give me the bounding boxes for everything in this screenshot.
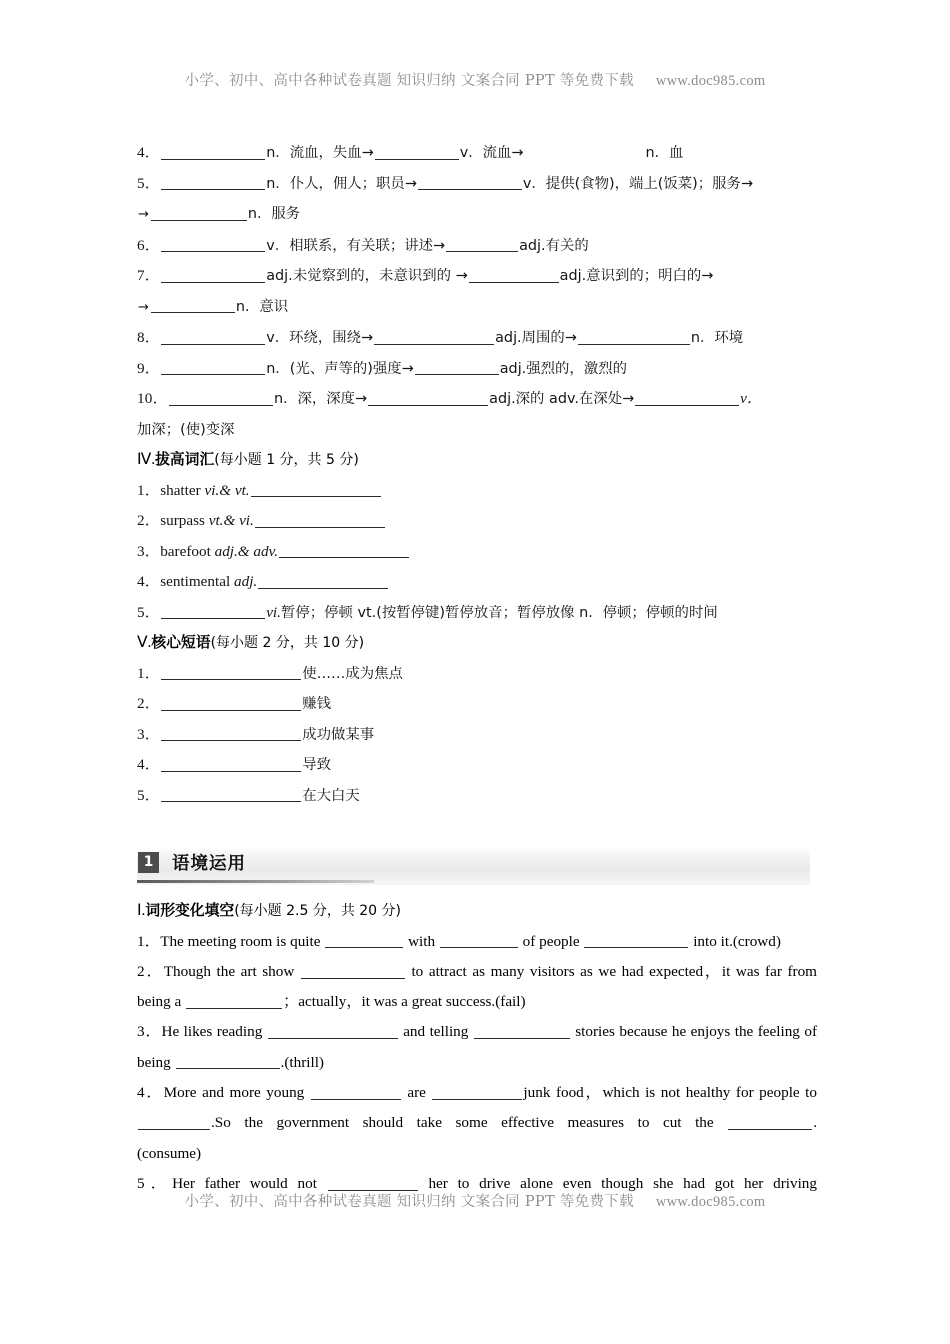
answer-blank[interactable] [446, 237, 518, 252]
item-number: 4． [137, 573, 161, 590]
answer-blank[interactable] [469, 267, 559, 282]
item-pos: v． [740, 390, 763, 407]
exercise-text: junk food，which is not healthy for people to [523, 1083, 817, 1101]
section-roman: Ⅳ [137, 451, 152, 468]
answer-blank[interactable] [161, 787, 301, 802]
answer-blank[interactable] [418, 175, 522, 190]
watermark-url: www.doc985.com [655, 1194, 766, 1210]
exercise-item-4-hint [137, 1139, 817, 1169]
item-gloss: adj.未觉察到的，未意识到的 → [266, 268, 468, 284]
derivation-item-10-cont [137, 415, 817, 446]
answer-blank[interactable] [251, 482, 381, 497]
section-roman: Ⅰ [137, 902, 142, 919]
item-number: 4． [137, 144, 161, 161]
answer-blank[interactable] [301, 963, 405, 978]
answer-blank[interactable] [255, 512, 385, 527]
answer-blank[interactable] [440, 933, 518, 948]
item-gloss: adj.意识到的；明白的→ [559, 268, 714, 284]
item-number: 1． [137, 664, 161, 682]
advanced-vocab-item-2 [137, 506, 817, 537]
advanced-vocab-item-3 [137, 537, 817, 568]
derivation-item-8 [137, 323, 817, 354]
exercise-item-2 [137, 957, 817, 1018]
watermark-bottom [0, 1190, 950, 1211]
exercise-text: stories because he enjoys the feeling of being [137, 1023, 817, 1071]
derivation-item-6 [137, 231, 817, 262]
vocab-gloss: 暂停；停顿 vt.(按暂停键)暂停放音；暂停放像 n．停顿；停顿的时间 [280, 604, 718, 621]
vocab-pos: adj.& adv. [214, 542, 279, 560]
answer-blank[interactable] [161, 726, 301, 741]
answer-blank[interactable] [161, 695, 301, 710]
answer-blank[interactable] [578, 329, 690, 344]
advanced-vocab-item-4 [137, 567, 817, 598]
vocab-word: shatter [160, 481, 201, 499]
vocab-word: barefoot [160, 542, 211, 560]
item-number: 5． [137, 786, 161, 804]
exercise-text: and telling [398, 1023, 473, 1041]
phrase-meaning: 赚钱 [302, 696, 331, 712]
derivation-item-7 [137, 261, 817, 292]
phrase-meaning: 导致 [302, 757, 331, 773]
watermark-text: 小学、初中、高中各种试卷真题 知识归纳 文案合同 PPT 等免费下载 [184, 73, 634, 89]
derivation-item-5-cont [137, 199, 817, 231]
exercise-text: her to drive alone even though she had got her driving [418, 1174, 817, 1192]
item-number: 10． [137, 390, 168, 407]
item-number: 5． [137, 603, 161, 621]
item-gloss: v．流血→ [459, 145, 524, 161]
item-gloss: adj.有关的 [519, 237, 589, 254]
item-number: 5． [137, 174, 161, 192]
section-title: 词形变化填空 [145, 902, 235, 919]
phrase-item-5 [137, 781, 817, 812]
item-number: 1． [137, 932, 161, 950]
section-dot: . [151, 451, 156, 468]
exercise-text: The meeting room is quite [160, 932, 325, 950]
section-title: 核心短语 [151, 634, 211, 651]
watermark-text: 小学、初中、高中各种试卷真题 知识归纳 文案合同 PPT 等免费下载 [184, 1194, 634, 1210]
arrow-icon: → [138, 207, 149, 222]
item-gloss: n．血 [645, 145, 684, 161]
exercise-text: .So the government should take some effective measures to cut the [211, 1114, 728, 1132]
exercise-item-4 [137, 1078, 817, 1139]
item-number: 3． [137, 1023, 162, 1041]
phrase-item-1 [137, 659, 817, 690]
phrase-meaning: 使……成为焦点 [302, 665, 403, 682]
answer-blank[interactable] [474, 1024, 570, 1039]
answer-blank[interactable] [161, 267, 265, 282]
exercise-text: .(thrill) [280, 1053, 324, 1071]
exercise-section [137, 896, 817, 1199]
item-number: 4． [137, 1083, 164, 1101]
item-number: 5． [137, 1174, 173, 1192]
item-gloss: adj.强烈的，激烈的 [499, 360, 627, 377]
phrase-meaning: 在大白天 [302, 787, 360, 804]
answer-blank[interactable] [169, 390, 273, 405]
item-gloss: n．环境 [690, 330, 744, 346]
item-gloss: n．(光、声等的)强度→ [266, 360, 414, 377]
item-number: 2． [137, 962, 164, 980]
answer-blank[interactable] [279, 543, 409, 558]
answer-blank[interactable] [186, 993, 282, 1008]
item-number: 3． [137, 725, 161, 743]
answer-blank[interactable] [415, 360, 499, 375]
answer-blank[interactable] [635, 390, 739, 405]
exercise-item-3 [137, 1017, 817, 1078]
item-gloss: adj.深的 adv.在深处→ [489, 391, 635, 407]
derivation-item-10 [137, 384, 817, 415]
exercise-text: to attract as many visitors as we had expected，it was far from being a [137, 962, 817, 1011]
section-title: 拔高词汇 [155, 451, 215, 468]
section-heading-v [137, 628, 817, 659]
exercise-item-1 [137, 927, 817, 957]
answer-blank[interactable] [328, 1175, 418, 1190]
vocab-pos: vt.& vi. [208, 512, 254, 529]
answer-blank[interactable] [728, 1115, 812, 1130]
exercise-hint: (consume) [137, 1144, 202, 1162]
advanced-vocab-item-5 [137, 598, 817, 629]
item-gloss: n．深，深度→ [273, 391, 368, 407]
answer-blank[interactable] [161, 175, 265, 190]
exercise-text: More and more young [163, 1083, 310, 1101]
phrase-meaning: 成功做某事 [302, 726, 375, 743]
arrow-icon: → [138, 299, 149, 315]
item-gloss: v．提供(食物)，端上(饭菜)；服务→ [522, 175, 754, 192]
exercise-text: He likes reading [161, 1023, 267, 1041]
item-gloss: n．仆人，佣人；职员→ [266, 175, 417, 192]
answer-blank[interactable] [368, 390, 488, 405]
answer-blank[interactable] [161, 237, 265, 252]
answer-blank[interactable] [161, 665, 301, 680]
item-gloss: 加深；(使)变深 [137, 421, 235, 438]
phrase-item-3 [137, 720, 817, 751]
item-number: 2． [137, 512, 161, 529]
exercise-text: ；actually，it was a great success.(fail) [283, 993, 526, 1011]
answer-blank[interactable] [161, 144, 265, 159]
answer-blank[interactable] [138, 1115, 210, 1130]
item-gloss: n．意识 [235, 298, 289, 315]
answer-blank[interactable] [311, 1084, 401, 1099]
advanced-vocab-item-1 [137, 476, 817, 507]
exercise-text: are [401, 1083, 432, 1101]
derivation-item-4 [137, 138, 817, 169]
section-banner [137, 847, 810, 887]
derivation-item-7-cont [137, 292, 817, 324]
answer-blank[interactable] [258, 573, 388, 588]
banner-title: 语境运用 [172, 854, 246, 874]
answer-blank[interactable] [375, 144, 459, 159]
answer-blank[interactable] [176, 1054, 280, 1069]
item-number: 9． [137, 359, 161, 377]
watermark-url: www.doc985.com [655, 73, 766, 89]
item-number: 3． [137, 542, 161, 560]
exercise-text: with [404, 932, 439, 950]
item-number: 6． [137, 236, 161, 254]
item-gloss: n．流血，失血→ [266, 145, 374, 161]
answer-blank[interactable] [432, 1084, 522, 1099]
exercise-text: Her father would not [172, 1174, 327, 1192]
vocab-pos: vi. [266, 603, 281, 621]
vocab-word: surpass [160, 512, 205, 529]
section-dot: . [141, 902, 146, 919]
exercise-text: . [813, 1114, 817, 1132]
answer-blank[interactable] [161, 329, 265, 344]
section-score: (每小题 2 分，共 10 分) [210, 635, 365, 651]
item-gloss: adj.周围的→ [495, 330, 577, 346]
phrase-item-4 [137, 750, 817, 781]
answer-blank[interactable] [151, 298, 235, 313]
section-score: (每小题 1 分，共 5 分) [214, 452, 359, 468]
derivation-section [137, 138, 817, 811]
exercise-text: Though the art show [163, 962, 300, 980]
exercise-text: into it.(crowd) [689, 932, 781, 950]
answer-blank[interactable] [374, 329, 494, 344]
vocab-word: sentimental [160, 573, 231, 590]
answer-blank[interactable] [524, 145, 644, 159]
item-gloss: v．环绕，围绕→ [266, 330, 374, 346]
answer-blank[interactable] [161, 604, 265, 619]
vocab-pos: vi.& vt. [204, 481, 250, 499]
watermark-top [0, 69, 950, 90]
item-gloss: v．相联系，有关联；讲述→ [266, 237, 446, 254]
item-number: 4． [137, 756, 161, 773]
section-heading-iv [137, 445, 817, 476]
item-gloss: n．服务 [247, 206, 301, 222]
answer-blank[interactable] [325, 933, 403, 948]
derivation-item-9 [137, 354, 817, 385]
section-score: (每小题 2.5 分，共 20 分) [234, 903, 402, 919]
banner-number-badge: 1 [138, 852, 159, 873]
item-number: 1． [137, 481, 161, 499]
answer-blank[interactable] [268, 1024, 398, 1039]
answer-blank[interactable] [151, 205, 247, 220]
section-roman: Ⅴ [137, 634, 148, 651]
vocab-pos: adj. [234, 573, 258, 590]
answer-blank[interactable] [161, 360, 265, 375]
banner-underline [137, 880, 374, 883]
item-number: 7． [137, 267, 161, 284]
exercise-text: of people [518, 932, 584, 950]
answer-blank[interactable] [584, 933, 688, 948]
section-heading-i [137, 896, 817, 927]
phrase-item-2 [137, 689, 817, 720]
derivation-item-5 [137, 169, 817, 200]
answer-blank[interactable] [161, 756, 301, 771]
item-number: 8． [137, 329, 161, 346]
section-dot: . [147, 634, 152, 651]
item-number: 2． [137, 695, 161, 712]
